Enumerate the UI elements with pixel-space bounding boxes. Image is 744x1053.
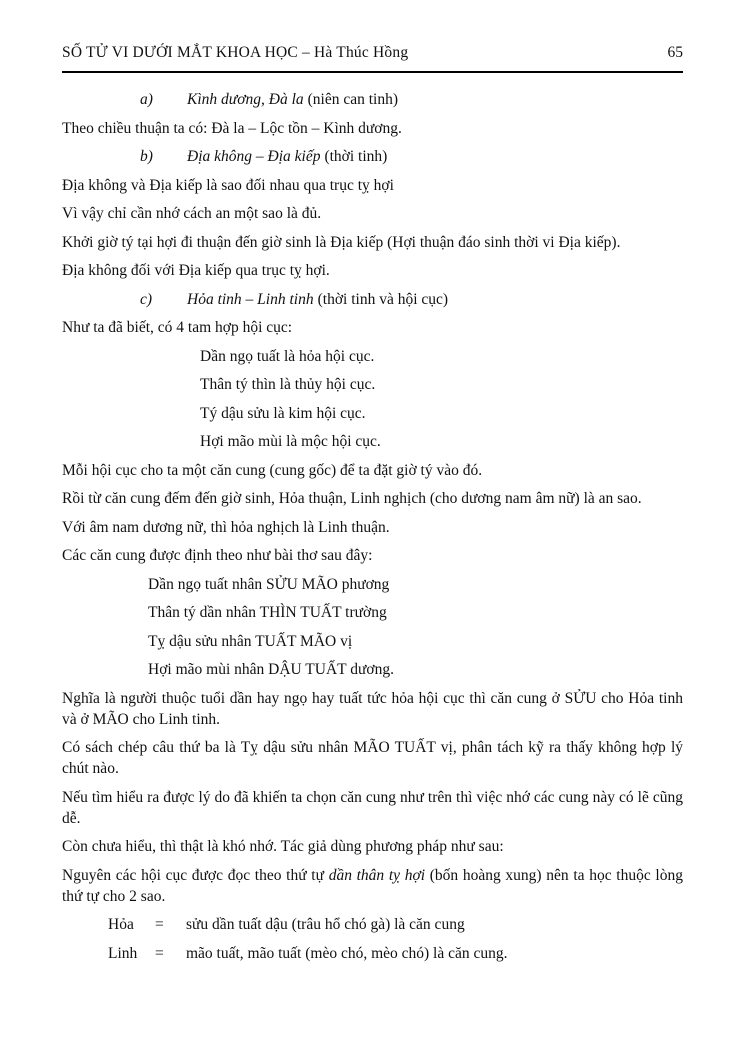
equals-sign: = xyxy=(155,916,164,933)
section-title-a: Kình dương, Đà la xyxy=(187,91,304,108)
section-heading-a xyxy=(62,89,683,110)
paragraph-vi-vay: Vì vậy chỉ cần nhớ cách an một sao là đủ. xyxy=(62,205,322,222)
page-header xyxy=(62,44,683,73)
paragraph-neu-tim: Nếu tìm hiểu ra được lý do đã khiến ta chọn căn cung như trên thì việc nhớ các cung này có lẽ cũng dễ. xyxy=(62,788,683,827)
definition-term: Linh xyxy=(108,944,138,962)
definition-text: sửu dần tuất dậu (trâu hổ chó gà) là căn cung xyxy=(186,916,465,933)
paragraph-moi-hoi-cuc: Mỗi hội cục cho ta một căn cung (cung gốc) để ta đặt giờ tý vào đó. xyxy=(62,461,483,479)
equals-sign: = xyxy=(155,944,164,962)
section-heading-b xyxy=(62,146,683,167)
poem-line: Tỵ dậu sửu nhân TUẤT MÃO vị xyxy=(148,632,353,650)
poem-line: Dần ngọ tuất nhân SỬU MÃO phương xyxy=(148,575,390,593)
paragraph-cac-can: Các căn cung được định theo như bài thơ sau đây: xyxy=(62,547,373,564)
section-subtitle-a: (niên can tinh) xyxy=(307,91,399,108)
definition-row-hoa xyxy=(62,914,683,935)
section-heading-c xyxy=(62,289,683,310)
paragraph-co-sach: Có sách chép câu thứ ba là Tỵ dậu sửu nhân MÃO TUẤT vị, phân tách kỹ ra thấy không hợp lý chút nào. xyxy=(62,739,683,777)
section-subtitle-b: (thời tinh) xyxy=(324,148,388,165)
paragraph-nghia-la: Nghĩa là người thuộc tuổi dần hay ngọ hay tuất tức hỏa hội cục thì căn cung ở SỬU cho Hỏa tinh và ở MÃO cho Linh tinh. xyxy=(62,689,683,728)
poem-line: Hợi mão mùi nhân DẬU TUẤT dương. xyxy=(148,661,394,678)
section-title-b: Địa không – Địa kiếp xyxy=(187,148,321,165)
cuc-list-item: Dần ngọ tuất là hỏa hội cục. xyxy=(200,347,375,365)
cuc-list-item: Thân tý thìn là thủy hội cục. xyxy=(200,376,376,393)
paragraph-voi-am: Với âm nam dương nữ, thì hỏa nghịch là Linh thuận. xyxy=(62,518,390,536)
running-head: SỐ TỬ VI DƯỚI MẮT KHOA HỌC – Hà Thúc Hồng xyxy=(62,44,409,61)
section-label-a: a) xyxy=(140,91,153,108)
paragraph-dia-khong-2: Địa không đối với Địa kiếp qua trục tỵ hợi. xyxy=(62,262,330,279)
poem-line: Thân tý dần nhân THÌN TUẤT trường xyxy=(148,604,387,621)
definition-term: Hỏa xyxy=(108,916,134,933)
paragraph-dia-khong-1: Địa không và Địa kiếp là sao đối nhau qua trục tỵ hợi xyxy=(62,176,394,194)
page-number: 65 xyxy=(667,44,683,61)
definition-text: mão tuất, mão tuất (mèo chó, mèo chó) là căn cung. xyxy=(186,944,508,962)
paragraph-khoi-gio: Khởi giờ tý tại hợi đi thuận đến giờ sinh là Địa kiếp (Hợi thuận đáo sinh thời vi Địa kiếp). xyxy=(62,233,621,251)
section-subtitle-c: (thời tinh và hội cục) xyxy=(317,290,449,308)
section-label-b: b) xyxy=(140,148,153,165)
paragraph-nhu-ta: Như ta đã biết, có 4 tam hợp hội cục: xyxy=(62,319,293,336)
paragraph-con-chua: Còn chưa hiểu, thì thật là khó nhớ. Tác giả dùng phương pháp như sau: xyxy=(62,838,504,855)
paragraph-nguyen-italic: dần thân tỵ hợi xyxy=(328,866,426,884)
section-label-c: c) xyxy=(140,290,153,308)
paragraph-nguyen xyxy=(62,865,683,907)
paragraph-nguyen-post: (bốn hoàng xung) nên ta học thuộc lòng thứ tự cho 2 sao. xyxy=(62,866,683,905)
cuc-list-item: Tý dậu sửu là kim hội cục. xyxy=(200,404,366,422)
page-content xyxy=(62,89,683,964)
paragraph-nguyen-pre: Nguyên các hội cục được đọc theo thứ tự xyxy=(62,866,329,884)
cuc-list-item: Hợi mão mùi là mộc hội cục. xyxy=(200,433,381,450)
section-title-c: Hỏa tinh – Linh tinh xyxy=(187,290,314,308)
paragraph-roi-tu: Rồi từ căn cung đếm đến giờ sinh, Hỏa thuận, Linh nghịch (cho dương nam âm nữ) là an sao. xyxy=(62,490,642,507)
paragraph-theo-chieu: Theo chiều thuận ta có: Đà la – Lộc tồn – Kình dương. xyxy=(62,119,402,137)
definition-row-linh xyxy=(62,943,683,964)
